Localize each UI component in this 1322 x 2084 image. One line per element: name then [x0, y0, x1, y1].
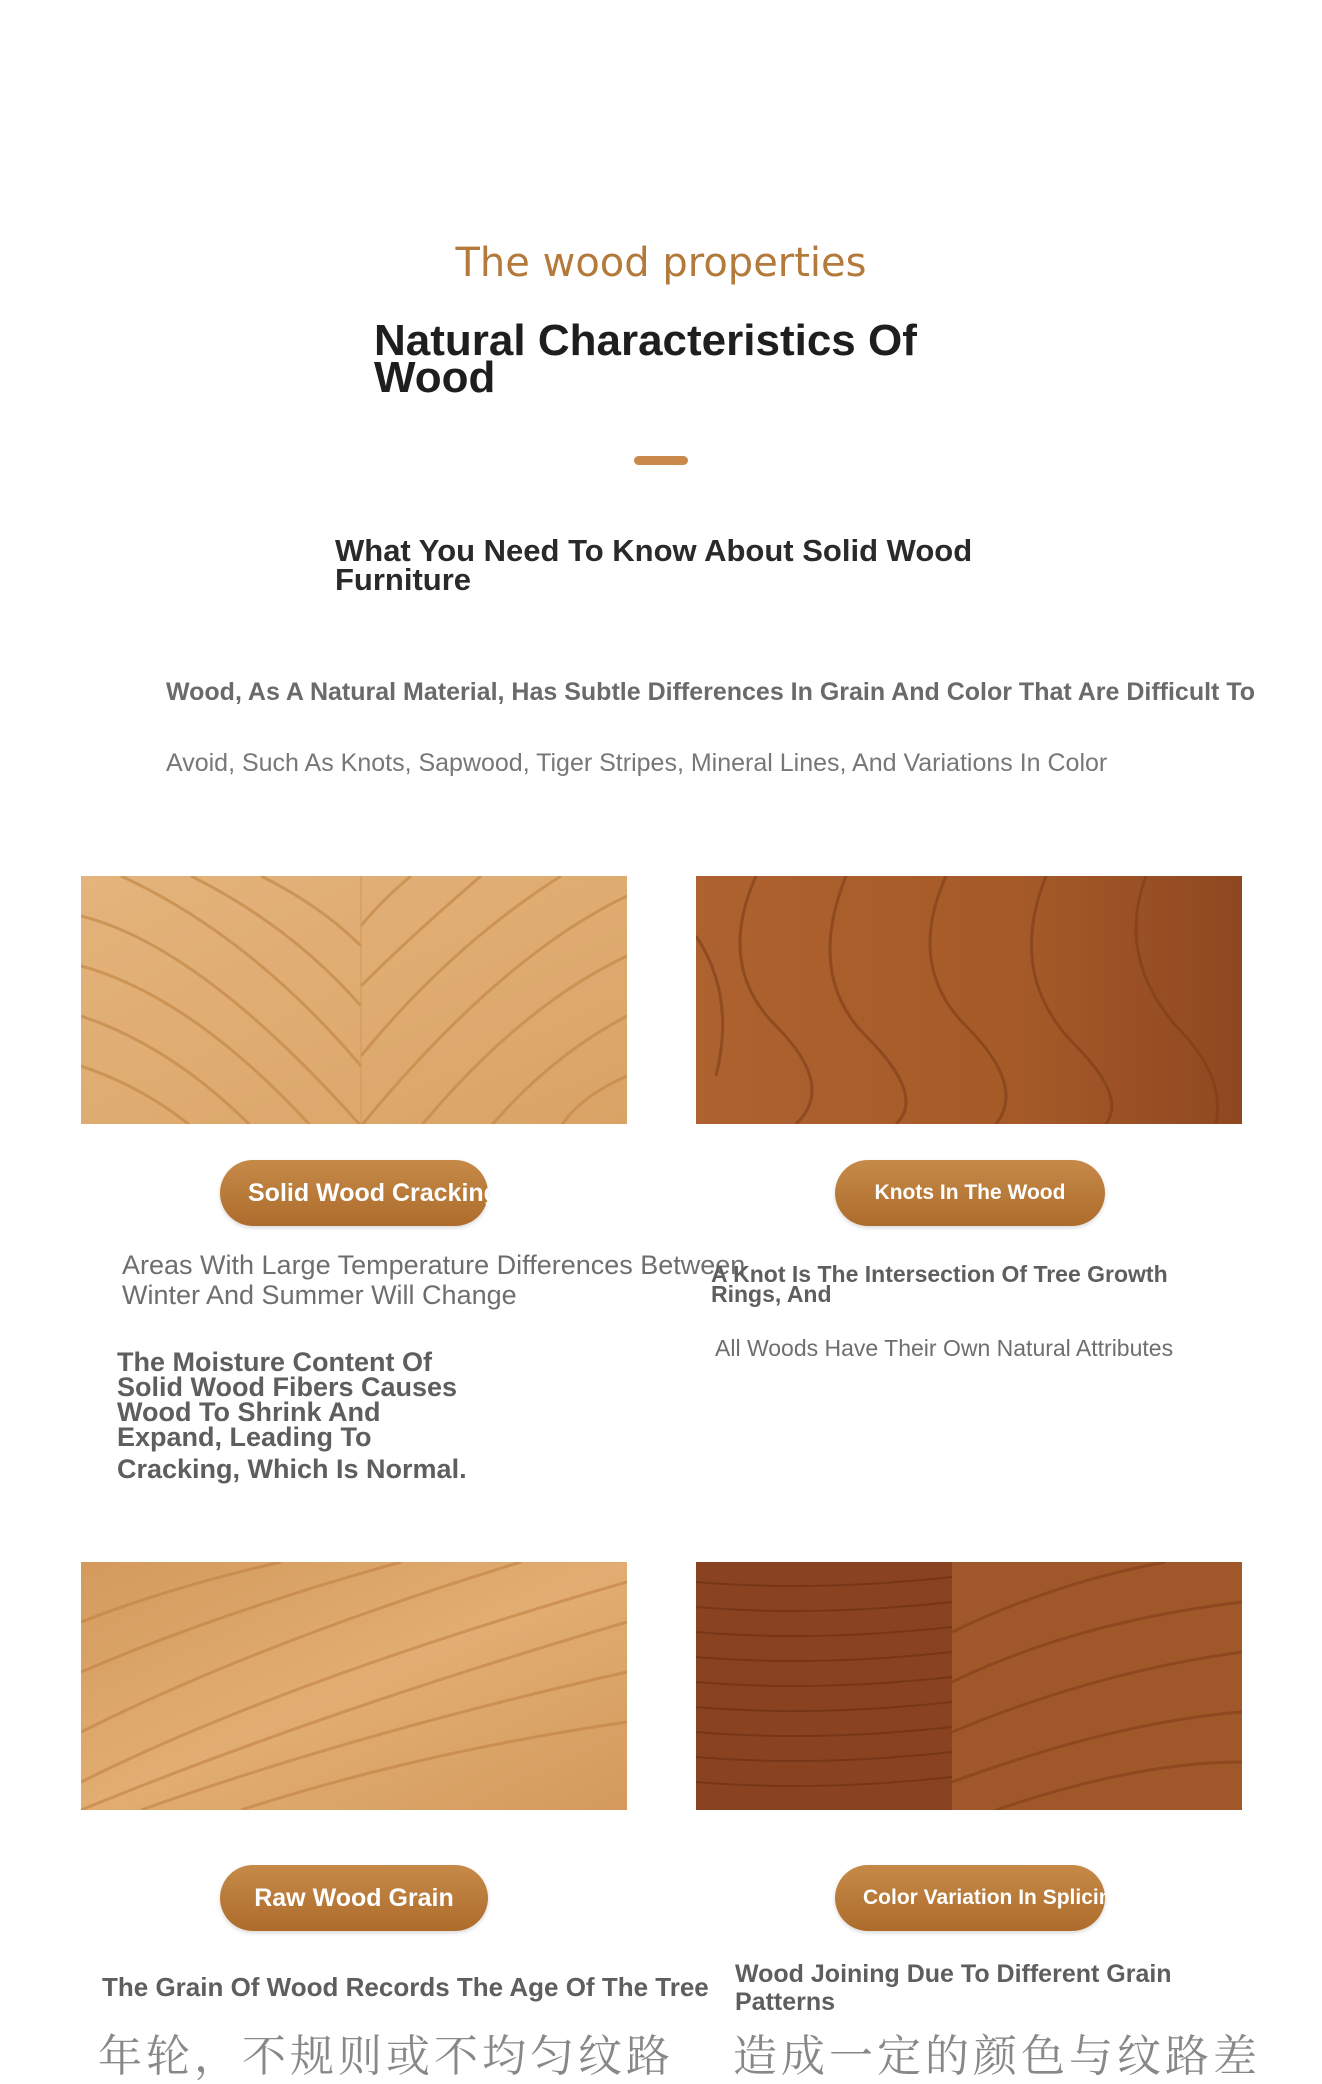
cracking-text-2: The Moisture Content Of Solid Wood Fibers Causes Wood To Shrink And Expand, Leading To: [117, 1347, 458, 1452]
intro-line-2: Avoid, Such As Knots, Sapwood, Tiger Stripes, Mineral Lines, And Variations In Color: [166, 749, 1108, 777]
color-variation-label: Color Variation In Splicing: [835, 1865, 1105, 1931]
cracking-text-3: Cracking, Which Is Normal.: [117, 1454, 467, 1484]
color-variation-text-2: 造成一定的颜色与纹路差: [733, 2032, 1261, 2081]
raw-wood-grain-image: [81, 1562, 627, 1810]
wood-cracking-image: [81, 876, 627, 1124]
raw-wood-grain-label: Raw Wood Grain: [220, 1865, 488, 1931]
raw-grain-text-1: The Grain Of Wood Records The Age Of The Tree: [102, 1972, 709, 2002]
page-title: Natural Characteristics Of Wood: [374, 316, 917, 402]
knots-in-wood-label: Knots In The Wood: [835, 1160, 1105, 1226]
knots-text-1: A Knot Is The Intersection Of Tree Growth Rings, And: [711, 1261, 1168, 1307]
intro-line-1: Wood, As A Natural Material, Has Subtle Differences In Grain And Color That Are Difficult To: [166, 678, 1256, 706]
section-subtitle: What You Need To Know About Solid Wood Furniture: [335, 533, 973, 597]
wood-knots-image: [696, 876, 1242, 1124]
color-variation-image: [696, 1562, 1242, 1810]
knots-text-2: All Woods Have Their Own Natural Attributes: [715, 1335, 1174, 1361]
cracking-text-1: Areas With Large Temperature Differences Between Winter And Summer Will Change: [122, 1250, 746, 1310]
title-divider: [634, 456, 688, 465]
raw-grain-text-2: 年轮，不规则或不均匀纹路: [98, 2032, 674, 2081]
section-eyebrow: The wood properties: [455, 240, 867, 286]
color-variation-text-1: Wood Joining Due To Different Grain Patterns: [735, 1960, 1172, 2016]
solid-wood-cracking-label: Solid Wood Cracking: [220, 1160, 488, 1226]
